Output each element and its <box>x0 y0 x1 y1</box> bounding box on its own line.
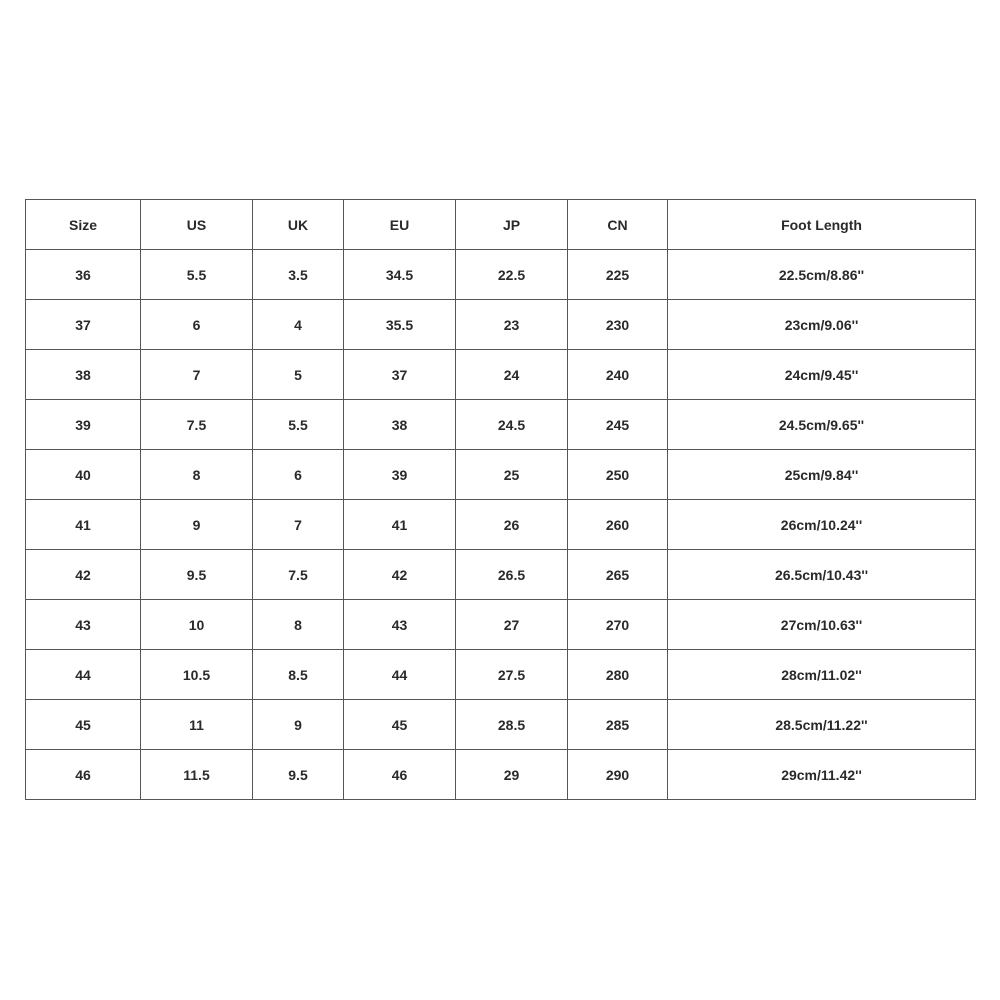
table-row <box>26 600 976 650</box>
cell-jp: 27 <box>456 600 568 650</box>
cell-size: 40 <box>26 450 141 500</box>
cell-uk: 5 <box>253 350 344 400</box>
cell-jp: 24 <box>456 350 568 400</box>
cell-us: 8 <box>141 450 253 500</box>
cell-us: 9 <box>141 500 253 550</box>
cell-us: 7 <box>141 350 253 400</box>
cell-us: 6 <box>141 300 253 350</box>
cell-uk: 9.5 <box>253 750 344 800</box>
table-row <box>26 450 976 500</box>
cell-eu: 37 <box>344 350 456 400</box>
cell-eu: 46 <box>344 750 456 800</box>
cell-foot-length: 27cm/10.63'' <box>668 600 976 650</box>
table-row <box>26 750 976 800</box>
table-row <box>26 350 976 400</box>
cell-jp: 25 <box>456 450 568 500</box>
cell-uk: 9 <box>253 700 344 750</box>
cell-foot-length: 22.5cm/8.86'' <box>668 250 976 300</box>
cell-cn: 285 <box>568 700 668 750</box>
table-row <box>26 250 976 300</box>
table-row <box>26 400 976 450</box>
cell-us: 5.5 <box>141 250 253 300</box>
cell-us: 11.5 <box>141 750 253 800</box>
cell-jp: 23 <box>456 300 568 350</box>
header-row <box>26 200 976 250</box>
cell-eu: 41 <box>344 500 456 550</box>
cell-uk: 6 <box>253 450 344 500</box>
cell-jp: 24.5 <box>456 400 568 450</box>
table-row <box>26 300 976 350</box>
cell-foot-length: 28cm/11.02'' <box>668 650 976 700</box>
cell-uk: 8.5 <box>253 650 344 700</box>
cell-us: 10.5 <box>141 650 253 700</box>
cell-eu: 44 <box>344 650 456 700</box>
cell-size: 42 <box>26 550 141 600</box>
cell-eu: 38 <box>344 400 456 450</box>
cell-jp: 28.5 <box>456 700 568 750</box>
cell-cn: 265 <box>568 550 668 600</box>
column-header-cn: CN <box>568 200 668 250</box>
cell-jp: 26 <box>456 500 568 550</box>
cell-foot-length: 28.5cm/11.22'' <box>668 700 976 750</box>
cell-eu: 45 <box>344 700 456 750</box>
cell-size: 46 <box>26 750 141 800</box>
cell-cn: 225 <box>568 250 668 300</box>
cell-cn: 280 <box>568 650 668 700</box>
cell-size: 37 <box>26 300 141 350</box>
column-header-eu: EU <box>344 200 456 250</box>
column-header-foot-length: Foot Length <box>668 200 976 250</box>
table-row <box>26 500 976 550</box>
cell-foot-length: 29cm/11.42'' <box>668 750 976 800</box>
cell-uk: 8 <box>253 600 344 650</box>
cell-foot-length: 26.5cm/10.43'' <box>668 550 976 600</box>
cell-cn: 290 <box>568 750 668 800</box>
cell-foot-length: 24cm/9.45'' <box>668 350 976 400</box>
cell-size: 45 <box>26 700 141 750</box>
cell-cn: 245 <box>568 400 668 450</box>
column-header-size: Size <box>26 200 141 250</box>
column-header-uk: UK <box>253 200 344 250</box>
cell-cn: 270 <box>568 600 668 650</box>
table-row <box>26 700 976 750</box>
cell-jp: 27.5 <box>456 650 568 700</box>
cell-foot-length: 25cm/9.84'' <box>668 450 976 500</box>
column-header-us: US <box>141 200 253 250</box>
size-chart-header <box>26 200 976 250</box>
column-header-jp: JP <box>456 200 568 250</box>
cell-uk: 4 <box>253 300 344 350</box>
cell-foot-length: 24.5cm/9.65'' <box>668 400 976 450</box>
cell-jp: 29 <box>456 750 568 800</box>
cell-eu: 42 <box>344 550 456 600</box>
cell-jp: 22.5 <box>456 250 568 300</box>
cell-us: 11 <box>141 700 253 750</box>
size-chart-table <box>25 199 976 800</box>
cell-us: 7.5 <box>141 400 253 450</box>
cell-foot-length: 26cm/10.24'' <box>668 500 976 550</box>
cell-size: 39 <box>26 400 141 450</box>
cell-jp: 26.5 <box>456 550 568 600</box>
table-row <box>26 650 976 700</box>
cell-foot-length: 23cm/9.06'' <box>668 300 976 350</box>
cell-cn: 230 <box>568 300 668 350</box>
cell-eu: 35.5 <box>344 300 456 350</box>
table-row <box>26 550 976 600</box>
cell-size: 43 <box>26 600 141 650</box>
cell-size: 36 <box>26 250 141 300</box>
cell-size: 44 <box>26 650 141 700</box>
cell-eu: 39 <box>344 450 456 500</box>
cell-eu: 43 <box>344 600 456 650</box>
cell-uk: 5.5 <box>253 400 344 450</box>
cell-eu: 34.5 <box>344 250 456 300</box>
cell-cn: 250 <box>568 450 668 500</box>
cell-uk: 7.5 <box>253 550 344 600</box>
size-chart-body <box>26 250 976 800</box>
cell-uk: 7 <box>253 500 344 550</box>
cell-size: 38 <box>26 350 141 400</box>
cell-us: 10 <box>141 600 253 650</box>
cell-us: 9.5 <box>141 550 253 600</box>
cell-cn: 240 <box>568 350 668 400</box>
cell-cn: 260 <box>568 500 668 550</box>
cell-uk: 3.5 <box>253 250 344 300</box>
cell-size: 41 <box>26 500 141 550</box>
